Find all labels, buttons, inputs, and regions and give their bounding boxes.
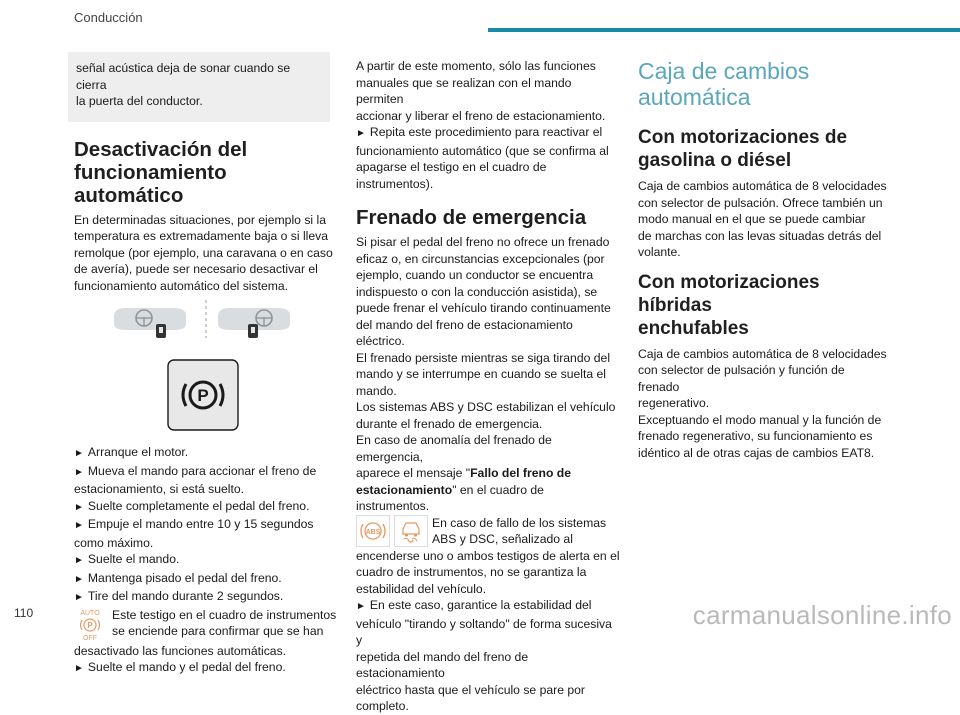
step-text: En este caso, garantice la estabilidad del — [369, 598, 592, 612]
step-text: Suelte el mando. — [87, 552, 180, 566]
body-line: Los sistemas ABS y DSC estabilizan el vehículo — [356, 400, 616, 414]
body-line: Caja de cambios automática de 8 velocidades — [638, 179, 887, 193]
heading-line: Con motorizaciones de — [638, 127, 848, 148]
body-line: mando y se interrumpe en cuando se suelta el — [356, 367, 606, 381]
heading-line: enchufables — [638, 317, 749, 339]
intro-line: de avería), puede ser necesario desactivar el — [74, 262, 318, 276]
body-text: " en el cuadro de instrumentos. — [356, 482, 544, 513]
step-text: Tire del mando durante 2 segundos. — [87, 589, 284, 603]
auto-off-warning-icon — [74, 607, 106, 643]
arrow-right-icon: ► — [74, 573, 84, 585]
watermark: carmanualsonline.info — [692, 600, 952, 630]
step-continuation: vehículo "tirando y soltando" de forma sucesiva y — [356, 616, 612, 647]
intro-line: remolque (por ejemplo, una caravana o en caso — [74, 245, 333, 260]
body-line: de marchas con las levas situadas detrás del — [638, 228, 882, 243]
arrow-right-icon: ► — [356, 128, 366, 139]
step — [74, 498, 338, 517]
step — [74, 444, 338, 463]
steering-console-diagram-icon — [74, 294, 338, 444]
note-line: señal acústica deja de sonar cuando se cierra — [76, 61, 291, 92]
arrow-right-icon: ► — [74, 501, 84, 513]
indicator-label-top: AUTO — [80, 609, 100, 617]
body-line: ejemplo, cuando un conductor se encuentra — [356, 268, 594, 282]
body-line: puede frenar el vehículo tirando continuamente — [356, 301, 611, 315]
step-continuation: como máximo. — [74, 535, 154, 550]
step — [74, 570, 338, 589]
step — [74, 659, 338, 678]
section-heading-plugin-hybrid — [638, 271, 888, 340]
step-text: Arranque el motor. — [87, 445, 189, 459]
dsc-stability-warning-icon — [394, 515, 428, 547]
heading-line: Con motorizaciones híbridas — [638, 271, 820, 316]
step-text: Suelte el mando y el pedal del freno. — [87, 660, 286, 674]
section-heading-petrol-diesel — [638, 126, 888, 172]
page-number: 110 — [14, 606, 34, 620]
step-continuation: estacionamiento, si está suelto. — [74, 482, 245, 496]
step-continuation: apagarse el testigo en el cuadro de instrumentos). — [356, 160, 547, 191]
step-text: Suelte completamente el pedal del freno. — [87, 498, 310, 513]
indicator-label-bottom: OFF — [83, 634, 97, 642]
auto-off-indicator-row — [74, 607, 338, 643]
body-line: frenado regenerativo, su funcionamiento es — [638, 429, 873, 443]
note-line: la puerta del conductor. — [76, 94, 203, 108]
arrow-right-icon: ► — [74, 448, 84, 459]
body-line: estabilidad del vehículo. — [356, 581, 487, 596]
arrow-right-icon: ► — [74, 663, 84, 674]
header-accent-bar — [488, 28, 960, 32]
page-header-title: Conducción — [74, 10, 143, 25]
arrow-right-icon: ► — [356, 601, 366, 612]
body-line: El frenado persiste mientras se siga tirando del — [356, 350, 611, 365]
arrow-right-icon: ► — [74, 520, 84, 531]
indicator-text: desactivado las funciones automáticas. — [74, 643, 287, 658]
step-continuation: eléctrico hasta que el vehículo se pare por — [356, 682, 585, 697]
step-text: Repita este procedimiento para reactivar el — [369, 125, 603, 139]
column-2 — [356, 58, 620, 715]
chapter-title-line: Caja de cambios — [638, 58, 810, 84]
body-line — [356, 465, 620, 482]
indicator-text: se enciende para confirmar que se han — [112, 624, 324, 638]
step — [74, 551, 338, 570]
abs-label: ABS — [365, 528, 381, 536]
step — [74, 463, 338, 482]
body-line: con selector de pulsación. Ofrece también un — [638, 195, 883, 210]
step-text: Mantenga pisado el pedal del freno. — [87, 570, 282, 585]
arrow-right-icon: ► — [74, 592, 84, 603]
body-line: En caso de fallo de los sistemas — [432, 515, 607, 530]
arrow-right-icon: ► — [74, 555, 84, 566]
section-heading-deactivation — [74, 138, 338, 207]
svg-text:P: P — [197, 386, 209, 405]
body-line: encenderse uno o ambos testigos de alerta en el — [356, 548, 620, 563]
step — [356, 124, 620, 143]
step-text: Mueva el mando para accionar el freno de — [87, 463, 317, 478]
chapter-title — [638, 58, 888, 110]
step-continuation: repetida del mando del freno de estacionamiento — [356, 649, 529, 680]
body-line: modo manual en el que se puede cambiar — [638, 212, 866, 226]
body-line: regenerativo. — [638, 396, 710, 410]
body-line: indispuesto o con la conducción asistida), se — [356, 284, 598, 299]
section-heading-emergency-braking: Frenado de emergencia — [356, 206, 587, 229]
step-continuation: funcionamiento automático (que se confirma al — [356, 143, 609, 158]
body-line: idéntico al de otras cajas de cambios EAT8. — [638, 445, 875, 460]
body-line: mando. — [356, 383, 397, 398]
body-line: del mando del freno de estacionamiento eléctrico. — [356, 317, 573, 348]
heading-line: funcionamiento automático — [74, 160, 227, 207]
body-line: volante. — [638, 245, 681, 259]
intro-line: En determinadas situaciones, por ejemplo si la — [74, 212, 327, 227]
body-line: eficaz o, en circunstancias excepcionales (por — [356, 251, 605, 266]
step-text: Empuje el mando entre 10 y 15 segundos — [87, 517, 314, 531]
step — [74, 588, 338, 607]
message-name: estacionamiento — [356, 482, 453, 497]
intro-line: temperatura es extremadamente baja o si lleva — [74, 229, 329, 243]
parking-brake-illustration — [74, 294, 338, 444]
message-name: Fallo del freno de — [470, 466, 571, 480]
body-line: accionar y liberar el freno de estacionamiento. — [356, 108, 606, 123]
body-line: con selector de pulsación y función de frenado — [638, 363, 845, 394]
body-line: manuales que se realizan con el mando permiten — [356, 75, 572, 106]
body-line — [356, 482, 620, 515]
note-box — [68, 52, 330, 122]
column-3 — [638, 58, 888, 461]
intro-line: funcionamiento automático del sistema. — [74, 278, 289, 293]
body-line: cuadro de instrumentos, no se garantiza la — [356, 565, 587, 579]
abs-warning-icon — [356, 515, 390, 547]
abs-dsc-indicator-row — [356, 515, 620, 548]
body-line: En caso de anomalía del frenado de emergencia, — [356, 433, 552, 464]
heading-line: Desactivación del — [74, 137, 248, 161]
column-1 — [74, 52, 338, 678]
body-line: Exceptuando el modo manual y la función de — [638, 412, 882, 427]
body-text: aparece el mensaje " — [356, 466, 471, 480]
body-line: Si pisar el pedal del freno no ofrece un frenado — [356, 235, 610, 249]
body-line: A partir de este momento, sólo las funciones — [356, 59, 596, 73]
body-line: Caja de cambios automática de 8 velocidades — [638, 346, 887, 361]
heading-line: gasolina o diésel — [638, 150, 792, 171]
indicator-text: Este testigo en el cuadro de instrumentos — [112, 607, 337, 622]
body-line: durante el frenado de emergencia. — [356, 416, 543, 431]
chapter-title-line: automática — [638, 84, 751, 110]
body-line: ABS y DSC, señalizado al — [432, 532, 573, 546]
svg-text:P: P — [87, 620, 93, 630]
step-continuation: completo. — [356, 699, 409, 713]
arrow-right-icon: ► — [74, 466, 84, 478]
step — [74, 516, 338, 535]
step — [356, 597, 620, 616]
